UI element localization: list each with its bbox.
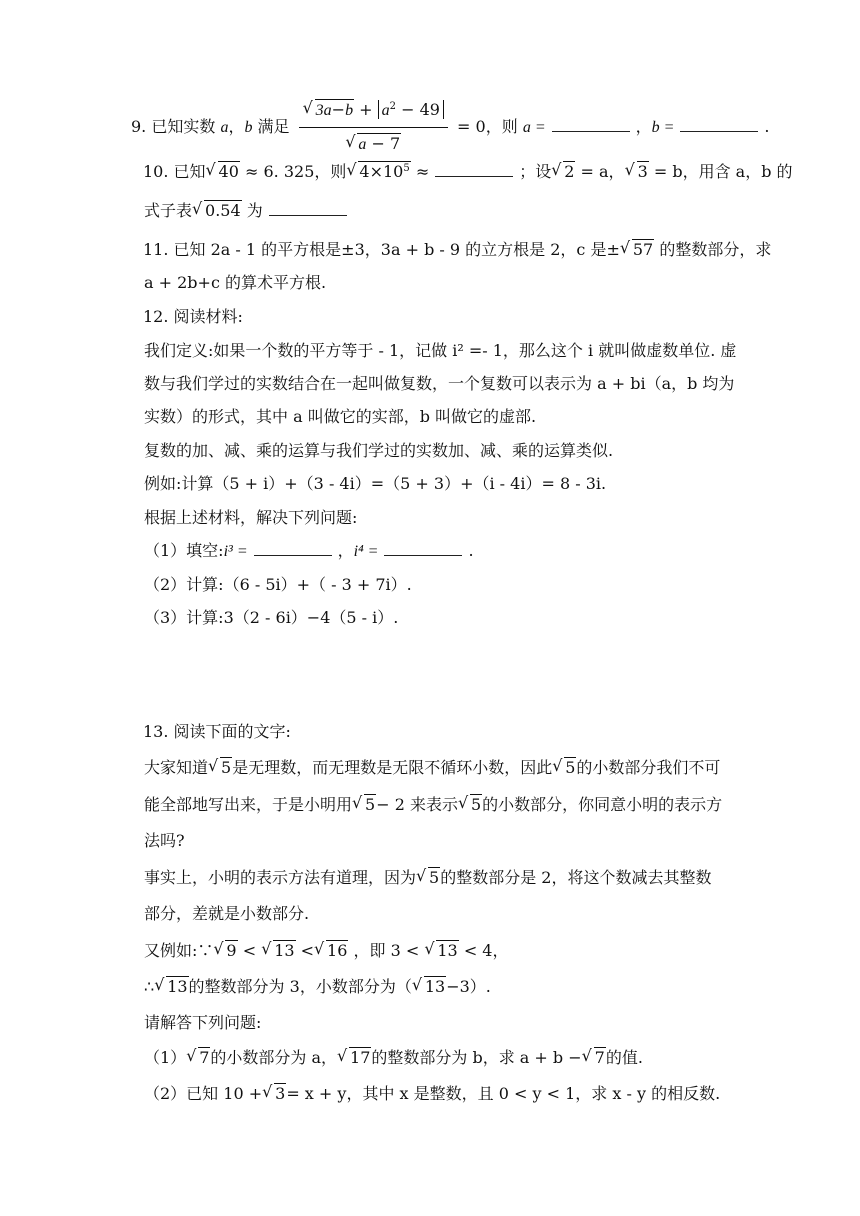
q13-paragraph-8: 请解答下列问题: xyxy=(144,1013,262,1032)
q10-blank-2[interactable] xyxy=(269,201,347,216)
q12-blank-i4[interactable] xyxy=(384,541,462,556)
q12-paragraph-6: 根据上述材料，解决下列问题: xyxy=(144,508,358,527)
q9-blank-a[interactable] xyxy=(552,117,630,132)
q13-paragraph-1: 大家知道√ 5是无理数，而无理数是无限不循环小数，因此√ 5的小数部分我们不可 xyxy=(144,757,720,779)
q9-blank-b[interactable] xyxy=(680,117,758,132)
q12-subquestion-2: （2）计算:（6 - 5i）+（ - 3 + 7i）. xyxy=(144,575,412,594)
question-13-title: 13. 阅读下面的文字: xyxy=(143,722,291,741)
q12-subquestion-3: （3）计算:3（2 - 6i）−4（5 - i）. xyxy=(144,608,399,627)
q9-prefix: 9. 已知实数 xyxy=(131,117,221,136)
question-9: 9. 已知实数 a，b 满足 √ $3a-b + a^2 - 49$ √ a − 7 = 0，则 a = ，b = . xyxy=(131,97,770,158)
q13-paragraph-3: 法吗? xyxy=(144,831,185,850)
q12-paragraph-3: 实数）的形式，其中 a 叫做它的实部，b 叫做它的虚部. xyxy=(144,407,537,426)
q13-subquestion-2: （2）已知 10 +√ 3= x + y，其中 x 是整数，且 0 < y < 1，求 x - y 的相反数. xyxy=(144,1083,720,1105)
question-11-line-1: 11. 已知 2a - 1 的平方根是±3，3a + b - 9 的立方根是 2，c 是±√ 57 的整数部分，求 xyxy=(143,239,771,261)
q13-paragraph-4: 事实上，小明的表示方法有道理，因为√ 5的整数部分是 2，将这个数减去其整数 xyxy=(144,867,711,889)
q13-paragraph-6: 又例如:∵√ 9 < √ 13 <√ 16 ，即 3 < √ 13 < 4， xyxy=(144,940,509,962)
q13-paragraph-5: 部分，差就是小数部分. xyxy=(144,904,310,923)
q12-paragraph-4: 复数的加、减、乘的运算与我们学过的实数加、减、乘的运算类似. xyxy=(144,441,614,460)
q12-paragraph-5: 例如:计算（5 + i）+（3 - 4i）=（5 + 3）+（i - 4i）= 8 - 3i. xyxy=(144,474,607,493)
q13-paragraph-2: 能全部地写出来，于是小明用√ 5− 2 来表示√ 5的小数部分，你同意小明的表示方 xyxy=(144,794,722,816)
question-10-line-1: 10. 已知√ 40 ≈ 6. 325，则√ $4\times 10^5$ ≈ ；设√ 2 = a，√ 3 = b，用含 a，b 的 xyxy=(143,161,793,183)
q10-blank-1[interactable] xyxy=(435,162,513,177)
q12-paragraph-1: 我们定义:如果一个数的平方等于 - 1，记做 i² =- 1，那么这个 i 就叫做虚数单位. 虚 xyxy=(144,341,737,360)
q12-subquestion-1: （1）填空:i³ = ，i⁴ = . xyxy=(144,541,474,560)
question-10-line-2: 式子表√ 0.54 为 xyxy=(144,200,353,222)
q9-fraction: √ $3a-b + a^2 - 49$ √ a − 7 xyxy=(299,97,448,158)
q12-paragraph-2: 数与我们学过的实数结合在一起叫做复数，一个复数可以表示为 a + bi（a，b 均为 xyxy=(144,374,735,393)
q13-paragraph-7: ∴√ 13的整数部分为 3，小数部分为（√ 13−3）. xyxy=(144,976,491,998)
q13-subquestion-1: （1）√ 7的小数部分为 a，√ 17的整数部分为 b，求 a + b −√ 7的值. xyxy=(144,1047,643,1069)
q12-blank-i3[interactable] xyxy=(254,541,332,556)
question-11-line-2: a + 2b+c 的算术平方根. xyxy=(144,273,327,292)
question-12-title: 12. 阅读材料: xyxy=(143,307,243,326)
